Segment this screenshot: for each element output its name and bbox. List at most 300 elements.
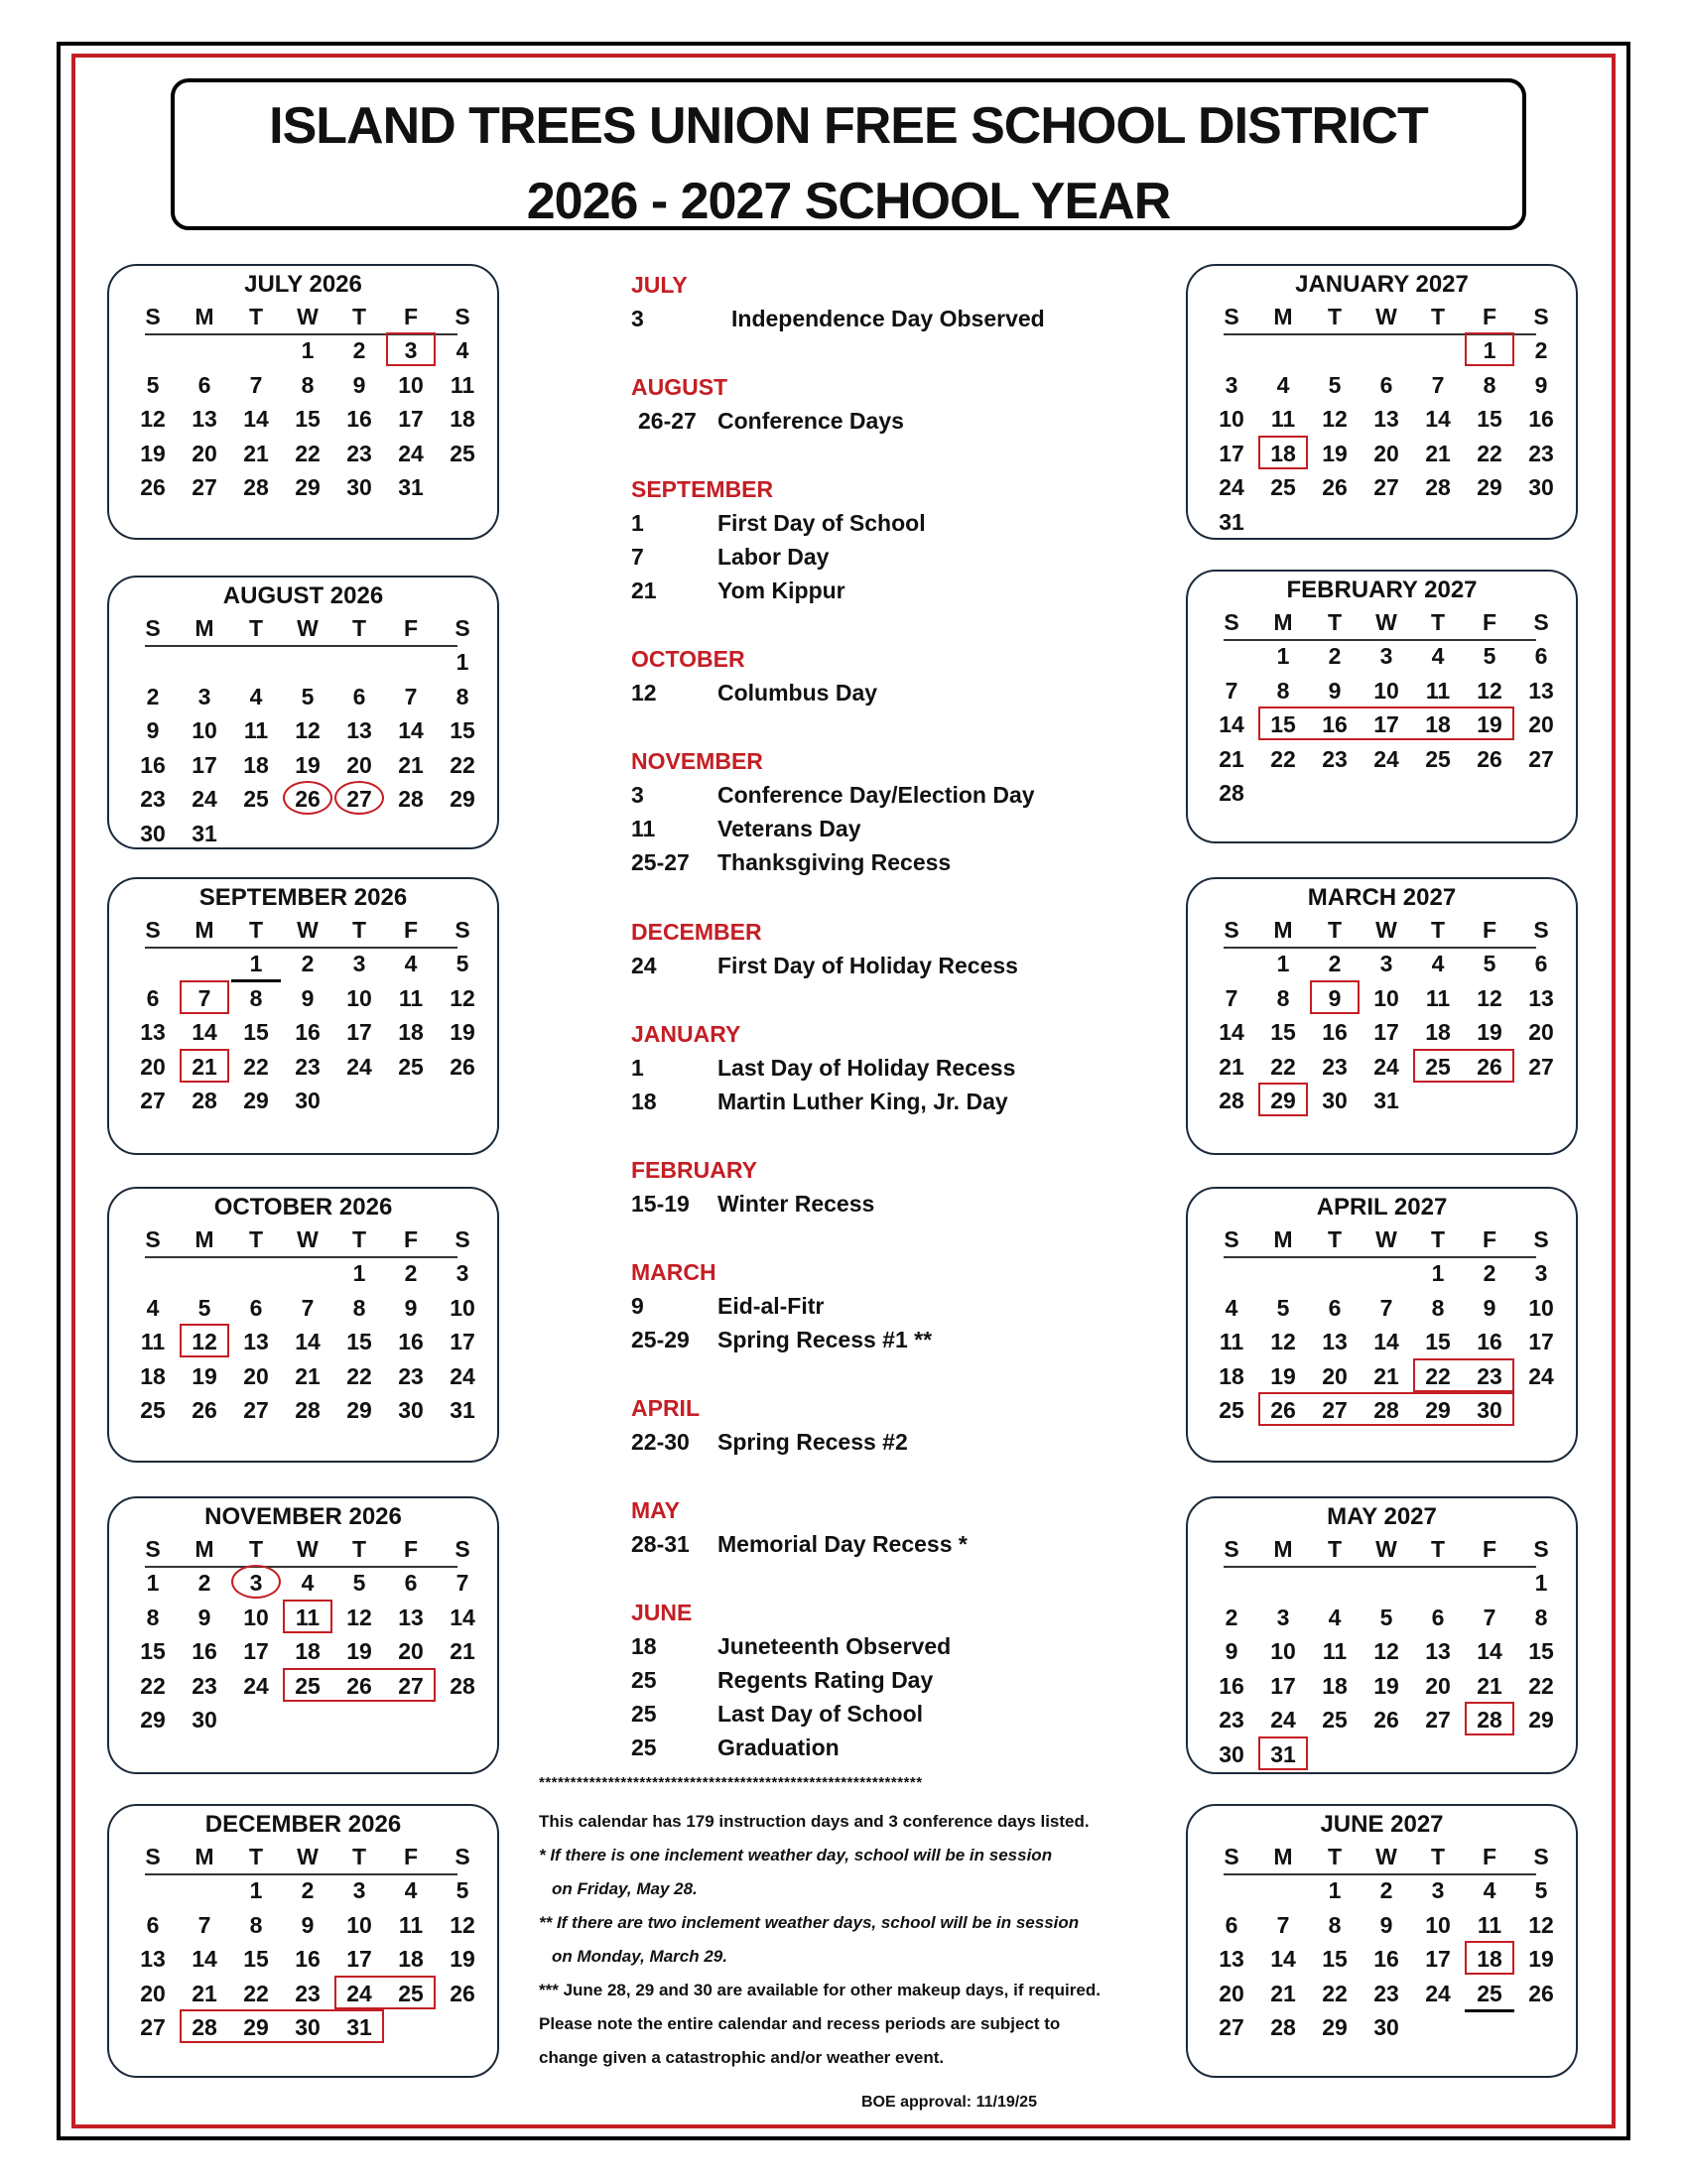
calendar-day: 21: [243, 440, 269, 466]
weekday-label: T: [351, 1844, 367, 1869]
calendar-day: 22: [295, 440, 321, 466]
calendar-day: 7: [1225, 984, 1238, 1011]
event-description: Labor Day: [717, 544, 830, 570]
event-description: Regents Rating Day: [717, 1667, 934, 1693]
weekday-label: W: [1375, 1536, 1397, 1562]
weekday-label: W: [1375, 917, 1397, 943]
calendar-day: 27: [243, 1397, 269, 1423]
calendar-day: 27: [1425, 1707, 1451, 1733]
calendar-day: 30: [398, 1397, 424, 1423]
calendar-day: 16: [1322, 1019, 1348, 1045]
weekday-label: S: [454, 1226, 470, 1252]
calendar-day: 29: [243, 2014, 269, 2040]
calendar-day: 3: [197, 683, 211, 709]
day-underline: [231, 979, 281, 982]
weekday-label: T: [1327, 1844, 1343, 1869]
weekday-label: T: [1430, 1226, 1446, 1252]
calendar-day: 14: [295, 1329, 321, 1354]
calendar-day: 17: [1528, 1329, 1554, 1354]
event-month-heading: JANUARY: [631, 1021, 741, 1047]
calendar-day: 13: [140, 1946, 166, 1972]
calendar-day: 10: [1425, 1911, 1451, 1938]
calendar-day: 17: [192, 751, 217, 778]
calendar-day: 13: [1322, 1329, 1348, 1354]
calendar-day: 5: [197, 1294, 211, 1321]
highlight-box: [180, 1049, 229, 1083]
calendar-day: 23: [1528, 440, 1554, 466]
calendar-day: 16: [140, 751, 166, 778]
calendar-day: 1: [1483, 337, 1496, 363]
event-date: 1: [631, 1055, 644, 1081]
calendar-day: 13: [243, 1329, 269, 1354]
weekday-label: S: [1533, 304, 1549, 329]
calendar-day: 8: [1276, 984, 1290, 1011]
calendar-day: 17: [346, 1019, 372, 1045]
weekday-label: T: [248, 1536, 264, 1562]
calendar-day: 17: [398, 406, 424, 432]
calendar-day: 22: [450, 751, 475, 778]
calendar-day: 13: [1219, 1946, 1244, 1972]
event-date: 28-31: [631, 1531, 690, 1557]
calendar-day: 23: [1322, 745, 1348, 772]
weekday-label: W: [297, 615, 319, 641]
calendar-day: 6: [1534, 643, 1548, 669]
note-two-weather-days-date: on Monday, March 29.: [552, 1947, 727, 1966]
event-description: Eid-al-Fitr: [717, 1293, 825, 1319]
weekday-label: T: [1430, 1536, 1446, 1562]
calendar-day: 20: [1373, 440, 1399, 466]
note-subject-to-change: Please note the entire calendar and recess periods are subject to: [539, 2014, 1061, 2033]
calendar-day: 12: [1528, 1911, 1554, 1938]
calendar-day: 11: [243, 717, 269, 743]
calendar-day: 10: [192, 717, 217, 743]
month-calendar-september-2026: [107, 877, 499, 1155]
calendar-day: 16: [398, 1329, 424, 1354]
event-description: Conference Days: [717, 408, 904, 434]
calendar-day: 27: [192, 474, 217, 500]
weekday-label: M: [195, 1536, 214, 1562]
calendar-day: 29: [243, 1088, 269, 1113]
calendar-day: 23: [1373, 1980, 1399, 2006]
weekday-label: T: [1327, 304, 1343, 329]
calendar-day: 22: [1477, 440, 1502, 466]
calendar-day: 18: [243, 751, 269, 778]
calendar-day: 5: [1534, 1877, 1548, 1903]
weekday-label: T: [1327, 1536, 1343, 1562]
calendar-day: 10: [346, 984, 372, 1011]
calendar-day: 7: [455, 1570, 469, 1596]
calendar-day: 7: [1225, 677, 1238, 704]
weekday-label: T: [248, 1226, 264, 1252]
calendar-day: 22: [1528, 1672, 1554, 1699]
weekday-label: F: [1482, 1226, 1497, 1252]
calendar-day: 25: [1425, 1053, 1451, 1080]
calendar-day: 3: [455, 1260, 469, 1286]
weekday-label: S: [145, 615, 161, 641]
month-calendar-october-2026: [107, 1187, 499, 1463]
calendar-day: 11: [1425, 677, 1451, 704]
calendar-day: 4: [1431, 951, 1445, 976]
event-description: Martin Luther King, Jr. Day: [717, 1089, 1008, 1114]
weekday-label: F: [1482, 1536, 1497, 1562]
calendar-day: 13: [346, 717, 372, 743]
calendar-day: 21: [1425, 440, 1451, 466]
weekday-label: T: [1327, 1226, 1343, 1252]
calendar-day: 9: [1534, 371, 1548, 398]
calendar-day: 9: [301, 984, 315, 1011]
calendar-day: 1: [1328, 1877, 1342, 1903]
calendar-day: 22: [1425, 1362, 1451, 1389]
calendar-day: 21: [192, 1980, 217, 2006]
calendar-day: 6: [197, 371, 211, 398]
calendar-day: 27: [140, 1088, 166, 1113]
weekday-label: F: [1482, 304, 1497, 329]
calendar-day: 1: [146, 1570, 160, 1596]
calendar-day: 28: [450, 1672, 475, 1699]
calendar-day: 12: [1373, 1638, 1399, 1664]
calendar-day: 17: [450, 1329, 475, 1354]
calendar-day: 5: [1276, 1294, 1290, 1321]
weekday-label: S: [1533, 1536, 1549, 1562]
calendar-day: 5: [1483, 643, 1496, 669]
calendar-day: 27: [140, 2014, 166, 2040]
calendar-day: 26: [1322, 474, 1348, 500]
calendar-day: 30: [1528, 474, 1554, 500]
highlight-box: [1413, 1049, 1514, 1083]
calendar-day: 15: [1477, 406, 1502, 432]
month-title: SEPTEMBER 2026: [198, 884, 408, 911]
weekday-label: T: [248, 1844, 264, 1869]
calendar-day: 4: [1276, 371, 1290, 398]
calendar-day: 9: [352, 371, 366, 398]
calendar-day: 14: [192, 1946, 217, 1972]
calendar-day: 6: [1225, 1911, 1238, 1938]
calendar-day: 20: [346, 751, 372, 778]
calendar-day: 11: [1425, 984, 1451, 1011]
calendar-day: 12: [1477, 677, 1502, 704]
calendar-day: 5: [1328, 371, 1342, 398]
calendar-day: 19: [1528, 1946, 1554, 1972]
calendar-day: 7: [197, 1911, 211, 1938]
calendar-day: 29: [1270, 1088, 1296, 1113]
calendar-day: 1: [249, 951, 263, 976]
highlight-box: [1258, 1083, 1308, 1116]
calendar-day: 19: [1373, 1672, 1399, 1699]
calendar-day: 4: [146, 1294, 160, 1321]
calendar-day: 11: [295, 1604, 321, 1630]
calendar-day: 6: [249, 1294, 263, 1321]
calendar-day: 5: [1379, 1604, 1393, 1630]
highlight-box: [1310, 980, 1360, 1014]
calendar-day: 16: [1528, 406, 1554, 432]
weekday-label: W: [1375, 1226, 1397, 1252]
calendar-day: 28: [192, 1088, 217, 1113]
calendar-day: 8: [455, 683, 469, 709]
event-description: First Day of Holiday Recess: [717, 953, 1018, 978]
event-description: Veterans Day: [717, 816, 861, 841]
calendar-day: 7: [404, 683, 418, 709]
event-date: 22-30: [631, 1429, 690, 1455]
calendar-day: 21: [450, 1638, 475, 1664]
calendar-day: 18: [295, 1638, 321, 1664]
weekday-label: T: [248, 615, 264, 641]
calendar-day: 21: [192, 1053, 217, 1080]
calendar-day: 4: [404, 951, 418, 976]
calendar-day: 18: [1219, 1362, 1244, 1389]
calendar-day: 6: [146, 984, 160, 1011]
event-month-heading: NOVEMBER: [631, 748, 763, 774]
weekday-label: S: [454, 615, 470, 641]
calendar-day: 15: [1270, 711, 1296, 737]
calendar-day: 8: [1483, 371, 1496, 398]
calendar-day: 7: [197, 984, 211, 1011]
calendar-day: 27: [346, 786, 372, 812]
calendar-day: 30: [192, 1707, 217, 1733]
calendar-day: 21: [1219, 1053, 1244, 1080]
calendar-day: 4: [249, 683, 263, 709]
calendar-day: 8: [249, 1911, 263, 1938]
note-two-weather-days: ** If there are two inclement weather days, school will be in session: [539, 1913, 1080, 1932]
calendar-day: 4: [1431, 643, 1445, 669]
calendar-day: 8: [1328, 1911, 1342, 1938]
calendar-day: 7: [1431, 371, 1445, 398]
calendar-day: 5: [455, 1877, 469, 1903]
weekday-label: S: [1533, 609, 1549, 635]
calendar-day: 30: [1322, 1088, 1348, 1113]
weekday-label: S: [1224, 304, 1239, 329]
calendar-day: 16: [295, 1019, 321, 1045]
calendar-day: 10: [1373, 984, 1399, 1011]
calendar-day: 6: [146, 1911, 160, 1938]
calendar-day: 2: [1328, 643, 1342, 669]
calendar-day: 28: [192, 2014, 217, 2040]
calendar-day: 22: [140, 1672, 166, 1699]
calendar-day: 13: [1528, 984, 1554, 1011]
calendar-day: 4: [1328, 1604, 1342, 1630]
calendar-day: 14: [1270, 1946, 1296, 1972]
highlight-box: [1465, 332, 1514, 366]
calendar-day: 26: [1528, 1980, 1554, 2006]
calendar-day: 4: [1483, 1877, 1496, 1903]
calendar-day: 1: [455, 649, 469, 675]
event-date: 11: [631, 816, 656, 841]
calendar-day: 9: [1483, 1294, 1496, 1321]
calendar-day: 18: [398, 1019, 424, 1045]
calendar-day: 31: [192, 820, 217, 846]
calendar-day: 1: [249, 1877, 263, 1903]
weekday-label: F: [403, 1844, 419, 1869]
calendar-day: 21: [1373, 1362, 1399, 1389]
calendar-day: 21: [398, 751, 424, 778]
calendar-day: 3: [1534, 1260, 1548, 1286]
month-title: JULY 2026: [244, 271, 362, 298]
calendar-day: 9: [1328, 677, 1342, 704]
calendar-day: 29: [346, 1397, 372, 1423]
calendar-day: 23: [192, 1672, 217, 1699]
calendar-day: 26: [450, 1053, 475, 1080]
highlight-box: [1258, 1392, 1514, 1426]
event-date: 1: [631, 510, 644, 536]
month-calendar-december-2026: [107, 1804, 499, 2078]
calendar-day: 15: [450, 717, 475, 743]
calendar-day: 11: [1270, 406, 1296, 432]
calendar-day: 14: [398, 717, 424, 743]
event-date: 18: [631, 1089, 657, 1114]
weekday-label: S: [1533, 917, 1549, 943]
calendar-day: 12: [450, 1911, 475, 1938]
weekday-label: M: [195, 917, 214, 943]
calendar-day: 11: [1322, 1638, 1348, 1664]
weekday-label: F: [403, 1226, 419, 1252]
calendar-day: 31: [1219, 508, 1244, 535]
event-description: Yom Kippur: [717, 578, 845, 603]
weekday-label: T: [248, 917, 264, 943]
calendar-day: 12: [1322, 406, 1348, 432]
calendar-day: 12: [450, 984, 475, 1011]
calendar-day: 25: [398, 1053, 424, 1080]
weekday-label: M: [195, 1844, 214, 1869]
weekday-label: W: [297, 1226, 319, 1252]
weekday-label: S: [145, 917, 161, 943]
calendar-day: 21: [1270, 1980, 1296, 2006]
calendar-day: 20: [243, 1362, 269, 1389]
event-date: 24: [631, 953, 657, 978]
event-month-heading: FEBRUARY: [631, 1157, 757, 1183]
calendar-day: 9: [1379, 1911, 1393, 1938]
calendar-day: 10: [450, 1294, 475, 1321]
calendar-day: 17: [1219, 440, 1244, 466]
calendar-day: 29: [1528, 1707, 1554, 1733]
weekday-label: T: [351, 1226, 367, 1252]
calendar-day: 26: [1270, 1397, 1296, 1423]
event-date: 26-27: [638, 408, 697, 434]
calendar-day: 8: [249, 984, 263, 1011]
calendar-day: 25: [243, 786, 269, 812]
calendar-day: 16: [192, 1638, 217, 1664]
calendar-day: 15: [140, 1638, 166, 1664]
weekday-label: T: [1327, 917, 1343, 943]
event-date: 25: [631, 1734, 657, 1760]
calendar-day: 8: [352, 1294, 366, 1321]
calendar-day: 4: [455, 337, 469, 363]
event-month-heading: AUGUST: [631, 374, 728, 400]
calendar-day: 2: [197, 1570, 211, 1596]
event-description: Independence Day Observed: [731, 306, 1045, 331]
calendar-day: 27: [398, 1672, 424, 1699]
calendar-day: 18: [1425, 1019, 1451, 1045]
calendar-day: 23: [295, 1053, 321, 1080]
calendar-day: 1: [1431, 1260, 1445, 1286]
calendar-day: 12: [192, 1329, 217, 1354]
weekday-label: T: [351, 1536, 367, 1562]
calendar-day: 3: [1431, 1877, 1445, 1903]
calendar-day: 29: [295, 474, 321, 500]
event-month-heading: SEPTEMBER: [631, 476, 774, 502]
weekday-label: M: [195, 615, 214, 641]
calendar-day: 20: [398, 1638, 424, 1664]
calendar-day: 8: [1534, 1604, 1548, 1630]
calendar-day: 29: [1477, 474, 1502, 500]
event-date: 7: [631, 544, 644, 570]
highlight-box: [1258, 707, 1514, 740]
event-date: 3: [631, 306, 644, 331]
calendar-day: 23: [1322, 1053, 1348, 1080]
calendar-day: 30: [1219, 1740, 1244, 1767]
calendar-day: 10: [1270, 1638, 1296, 1664]
calendar-day: 13: [140, 1019, 166, 1045]
calendar-day: 5: [301, 683, 315, 709]
calendar-day: 25: [398, 1980, 424, 2006]
weekday-label: W: [1375, 1844, 1397, 1869]
month-title: APRIL 2027: [1316, 1194, 1448, 1220]
calendar-day: 20: [192, 440, 217, 466]
calendar-day: 1: [352, 1260, 366, 1286]
highlight-box: [1465, 1941, 1514, 1975]
calendar-day: 22: [243, 1980, 269, 2006]
calendar-day: 16: [1373, 1946, 1399, 1972]
calendar-day: 29: [140, 1707, 166, 1733]
calendar-day: 31: [398, 474, 424, 500]
event-month-heading: JUNE: [631, 1600, 693, 1625]
calendar-day: 26: [295, 786, 321, 812]
calendar-day: 16: [1219, 1672, 1244, 1699]
calendar-day: 20: [1322, 1362, 1348, 1389]
calendar-day: 19: [192, 1362, 217, 1389]
highlight-box: [1465, 1702, 1514, 1735]
calendar-day: 28: [1477, 1707, 1502, 1733]
calendar-day: 25: [1425, 745, 1451, 772]
weekday-label: S: [1224, 917, 1239, 943]
event-month-heading: APRIL: [631, 1395, 700, 1421]
weekday-label: S: [145, 1844, 161, 1869]
calendar-day: 2: [1483, 1260, 1496, 1286]
calendar-day: 30: [346, 474, 372, 500]
calendar-day: 24: [450, 1362, 475, 1389]
weekday-label: W: [297, 304, 319, 329]
calendar-day: 21: [295, 1362, 321, 1389]
highlight-box: [1258, 436, 1308, 469]
note-instruction-days: This calendar has 179 instruction days and 3 conference days listed.: [539, 1812, 1090, 1831]
weekday-label: M: [195, 1226, 214, 1252]
calendar-day: 14: [450, 1604, 475, 1630]
calendar-day: 19: [1270, 1362, 1296, 1389]
highlight-box: [283, 1600, 332, 1633]
calendar-day: 4: [404, 1877, 418, 1903]
calendar-day: 2: [146, 683, 160, 709]
calendar-day: 24: [1270, 1707, 1296, 1733]
calendar-day: 30: [295, 2014, 321, 2040]
weekday-label: T: [248, 304, 264, 329]
calendar-day: 4: [1225, 1294, 1238, 1321]
calendar-day: 25: [1270, 474, 1296, 500]
calendar-day: 25: [295, 1672, 321, 1699]
calendar-day: 9: [301, 1911, 315, 1938]
weekday-label: M: [1273, 304, 1293, 329]
calendar-day: 30: [140, 820, 166, 846]
calendar-day: 18: [140, 1362, 166, 1389]
calendar-day: 26: [140, 474, 166, 500]
calendar-day: 25: [1477, 1980, 1502, 2006]
calendar-day: 24: [1373, 1053, 1399, 1080]
month-calendar-august-2026: [107, 576, 499, 849]
calendar-day: 16: [346, 406, 372, 432]
calendar-day: 26: [192, 1397, 217, 1423]
calendar-day: 29: [450, 786, 475, 812]
month-calendar-february-2027: [1186, 570, 1578, 843]
calendar-day: 14: [243, 406, 269, 432]
calendar-day: 18: [1322, 1672, 1348, 1699]
calendar-day: 19: [1477, 711, 1502, 737]
